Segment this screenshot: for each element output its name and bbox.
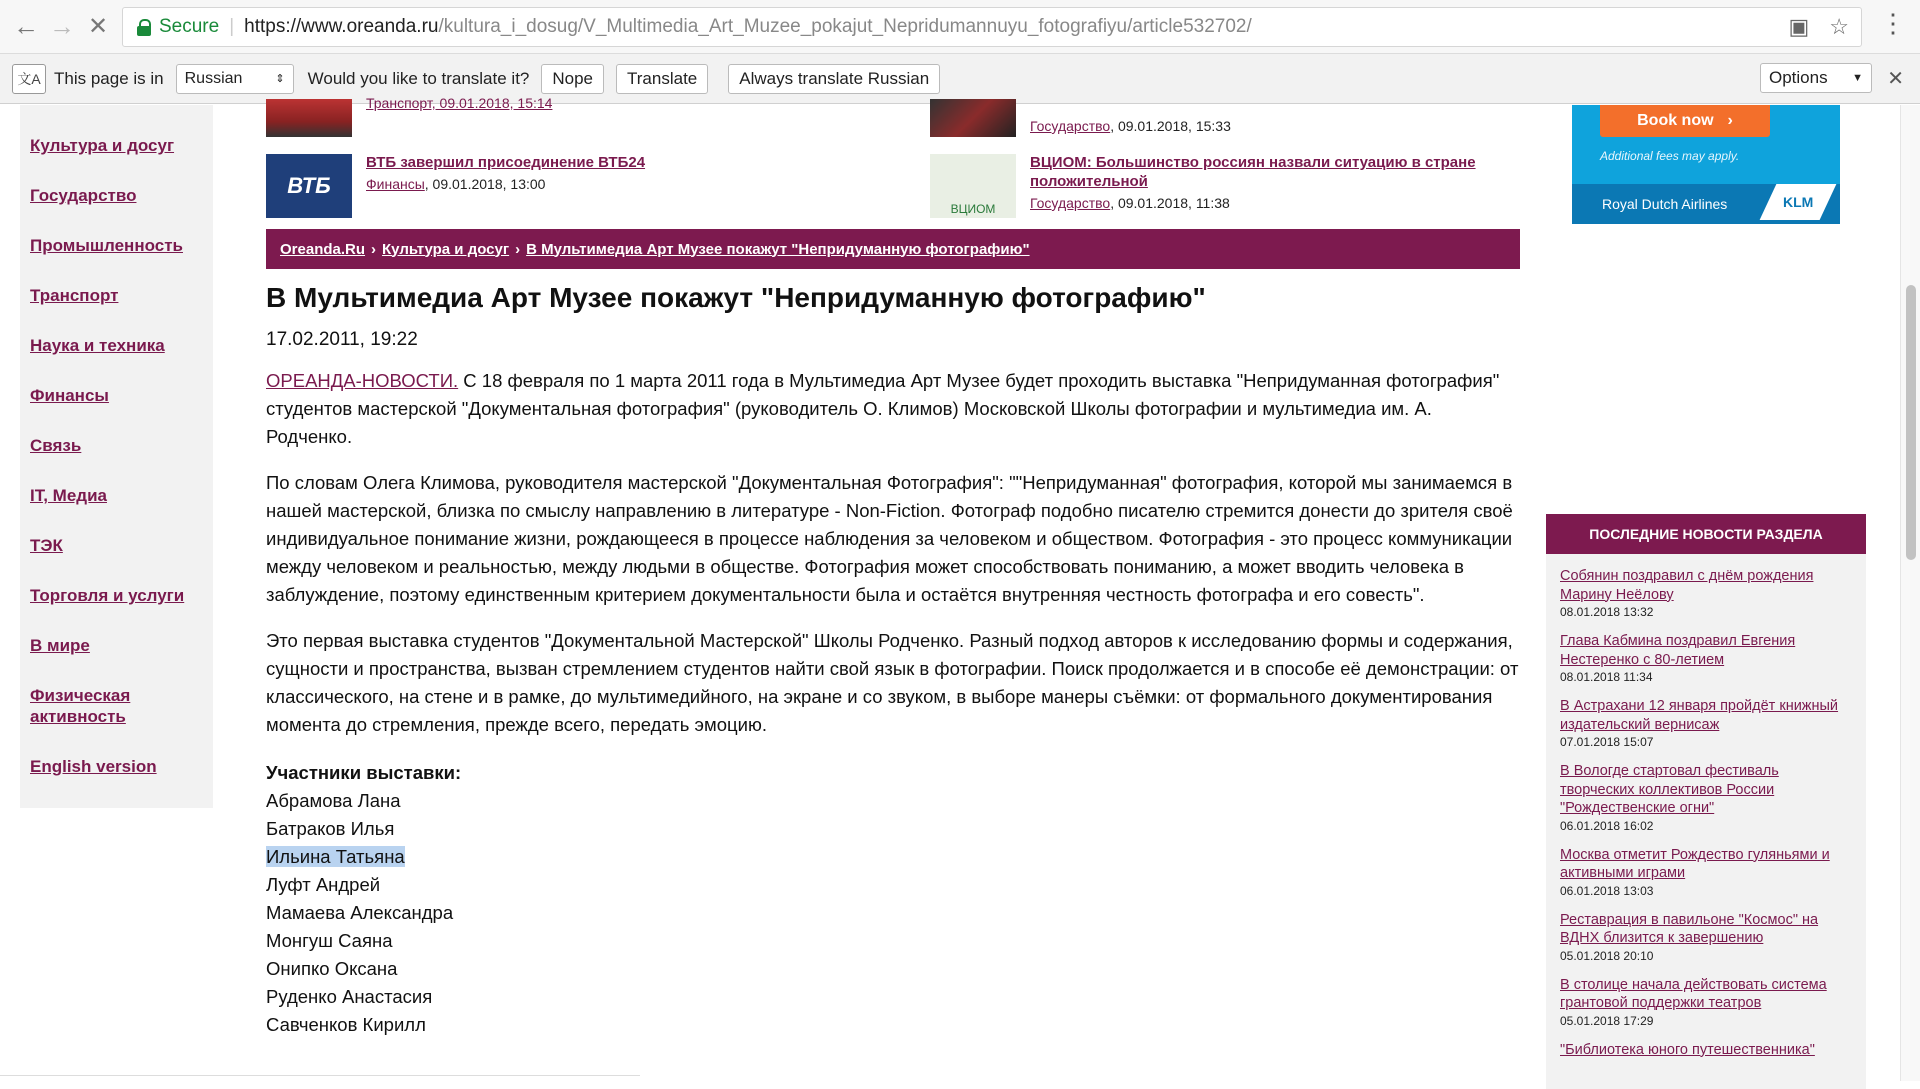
- latest-news-link[interactable]: "Библиотека юного путешественника": [1560, 1041, 1815, 1058]
- selected-text: Ильина Татьяна: [266, 846, 405, 867]
- secure-label: Secure: [159, 16, 220, 37]
- sidebar-item-communication[interactable]: Связь: [30, 436, 82, 455]
- translate-bar: [0, 54, 1920, 104]
- book-now-label: Book now: [1637, 112, 1714, 129]
- news-meta-transport: Транспорт, 09.01.2018, 15:14: [366, 95, 553, 111]
- close-icon[interactable]: ✕: [1887, 68, 1904, 90]
- news-thumb-vciom[interactable]: [930, 154, 1016, 218]
- book-now-button[interactable]: [1600, 105, 1770, 137]
- news-date: , 09.01.2018, 11:38: [1110, 195, 1230, 211]
- news-category-link[interactable]: Государство: [1030, 195, 1111, 211]
- news-title-vciom[interactable]: ВЦИОМ: Большинство россиян назвали ситуацию в стране положительной: [1030, 154, 1476, 190]
- sidebar-item-world[interactable]: В мире: [30, 636, 90, 655]
- participant: Мамаева Александра: [266, 902, 454, 923]
- news-meta-vciom: [1030, 195, 1230, 211]
- translate-page-icon[interactable]: ▣: [1788, 14, 1810, 39]
- sidebar-item-trade[interactable]: Торговля и услуги: [30, 586, 185, 605]
- latest-news-item: [1546, 632, 1866, 684]
- browser-toolbar: [0, 0, 1920, 54]
- bookmark-star-icon[interactable]: ☆: [1829, 14, 1849, 39]
- news-title-vtb[interactable]: ВТБ завершил присоединение ВТБ24: [366, 154, 646, 171]
- latest-news-time: 06.01.2018 13:03: [1560, 883, 1654, 898]
- klm-logo: KLM: [1760, 184, 1837, 220]
- sidebar-item-culture[interactable]: Культура и досуг: [30, 136, 175, 155]
- sidebar-item-english[interactable]: English version: [30, 757, 157, 776]
- news-category-link[interactable]: Государство: [1030, 118, 1111, 134]
- sidebar-item-state[interactable]: Государство: [30, 186, 137, 205]
- latest-news-panel: [1546, 514, 1866, 1089]
- browser-menu-icon[interactable]: ⋮: [1880, 8, 1906, 38]
- breadcrumb: [266, 229, 1520, 269]
- news-thumb-car[interactable]: [266, 99, 352, 137]
- latest-news-header: ПОСЛЕДНИЕ НОВОСТИ РАЗДЕЛА: [1546, 514, 1866, 554]
- latest-news-time: 05.01.2018 20:10: [1560, 948, 1654, 963]
- nope-button[interactable]: Nope: [541, 64, 604, 94]
- latest-news-time: 06.01.2018 16:02: [1560, 818, 1654, 833]
- participant: Онипко Оксана: [266, 958, 398, 979]
- options-dropdown[interactable]: [1760, 63, 1872, 93]
- latest-news-time: 08.01.2018 11:34: [1560, 670, 1653, 684]
- sidebar-item-energy[interactable]: ТЭК: [30, 536, 63, 555]
- always-translate-button[interactable]: Always translate Russian: [728, 64, 940, 94]
- paragraph-text: С 18 февраля по 1 марта 2011 года в Мультимедиа Арт Музее будет проходить выставка "Непридуманная фотография" студентов мастерской "Документальная фотография" (руководитель О. Климов) Московской Школы фотографии и мультимедиа им. А. Родченко.: [266, 370, 1500, 447]
- ad-airline-name: Royal Dutch Airlines: [1602, 196, 1728, 212]
- scrollbar-thumb[interactable]: [1906, 285, 1916, 560]
- latest-news-time: 08.01.2018 13:32: [1560, 605, 1654, 619]
- sidebar-item-it-media[interactable]: IT, Медиа: [30, 486, 107, 505]
- translate-button[interactable]: Translate: [616, 64, 708, 94]
- article: [266, 281, 1520, 1039]
- sidebar-menu: [20, 105, 213, 808]
- language-select[interactable]: [176, 64, 294, 94]
- url-host: https://www.oreanda.ru: [244, 16, 439, 37]
- source-link[interactable]: ОРЕАНДА-НОВОСТИ.: [266, 370, 459, 391]
- latest-news-item: [1546, 1041, 1866, 1060]
- latest-news-item: [1546, 911, 1866, 963]
- breadcrumb-home[interactable]: Oreanda.Ru: [280, 240, 366, 258]
- latest-news-item: [1546, 697, 1866, 749]
- klm-ad-banner[interactable]: [1572, 105, 1840, 224]
- latest-news-item: [1546, 976, 1866, 1028]
- vciom-thumb-text: ВЦИОМ: [950, 202, 996, 216]
- vtb-thumb-text: ВТБ: [287, 173, 331, 198]
- url-path: /kultura_i_dosug/V_Multimedia_Art_Muzee_pokajut_Nepridumannuyu_fotografiyu/article532702/: [438, 16, 1252, 37]
- news-thumb-vtb[interactable]: [266, 154, 352, 218]
- breadcrumb-separator: ›: [371, 240, 377, 258]
- news-date: , 09.01.2018, 15:33: [1110, 118, 1231, 134]
- latest-news-link[interactable]: В Астрахани 12 января пройдёт книжный издательский вернисаж: [1560, 698, 1839, 733]
- participant: Луфт Андрей: [266, 874, 381, 895]
- ad-fees-note: Additional fees may apply.: [1600, 149, 1740, 163]
- latest-news-time: 05.01.2018 17:29: [1560, 1013, 1654, 1028]
- select-arrows-icon: ⇕: [275, 73, 285, 85]
- news-meta-vtb: [366, 176, 545, 192]
- translate-prefix: This page is in: [54, 68, 164, 88]
- address-separator: |: [229, 16, 235, 37]
- participant: Монгуш Саяна: [266, 930, 393, 951]
- breadcrumb-section[interactable]: Культура и досуг: [382, 240, 510, 258]
- translate-question: Would you like to translate it?: [307, 68, 530, 88]
- latest-news-item: [1546, 567, 1866, 619]
- news-date: , 09.01.2018, 13:00: [424, 176, 546, 192]
- participant: Батраков Илья: [266, 818, 395, 839]
- news-thumb-person[interactable]: [930, 99, 1016, 137]
- latest-news-link[interactable]: В Вологде стартовал фестиваль творческих коллективов России "Рождественские огни": [1560, 763, 1779, 816]
- participant: Руденко Анастасия: [266, 986, 433, 1007]
- participant: Абрамова Лана: [266, 790, 401, 811]
- article-paragraph-2: По словам Олега Климова, руководителя мастерской "Документальная Фотография": ""Непридуманная" фотография, которой мы занимаемся в нашей мастерской, близка по смыслу направлению в литературе - Non-Fiction. Фотограф подобно писателю стремится донести до зрителя своё индивидуальное понимание жизни, рождающееся в процессе наблюдения за человеком и обществом. Фотография - это процесс коммуникации между человеком и реальностью, между людьми в обществе. Фотография может способствовать пониманию, а может вводить человека в заблуждение, поэтому единственным критерием документальности была и остаётся внутренняя честность фотографа и его совесть".: [266, 472, 1513, 605]
- article-paragraph-3: Это первая выставка студентов "Документальной Мастерской" Школы Родченко. Разный подход авторов к исследованию формы и содержания, сущности и пространства, вызван стремлением студентов найти свой язык в фотографии. Поиск продолжается и в способе её демонстрации: от классического, на стене и в рамке, до мультимедийного, на экране и со звуком, в выборе манеры съёмки: от формального документирования момента до стремления, прежде всего, передать эмоцию.: [266, 630, 1519, 735]
- sidebar-item-physical[interactable]: Физическая активность: [30, 686, 131, 726]
- breadcrumb-current[interactable]: В Мультимедиа Арт Музее покажут "Непридуманную фотографию": [526, 240, 1030, 258]
- chevron-down-icon: ▼: [1852, 72, 1863, 84]
- back-icon[interactable]: ←: [13, 11, 39, 41]
- latest-news-item: [1546, 846, 1866, 898]
- horizontal-scrollbar[interactable]: [0, 1075, 640, 1081]
- participant-selected: [266, 843, 1520, 871]
- latest-news-link[interactable]: Реставрация в павильоне "Космос" на ВДНХ близится к завершению: [1560, 911, 1819, 946]
- article-date: 17.02.2011, 19:22: [266, 329, 418, 350]
- translate-icon: 文A: [12, 64, 46, 94]
- news-meta-state: [1030, 118, 1231, 134]
- news-category-link[interactable]: Финансы: [366, 176, 425, 192]
- article-title: В Мультимедиа Арт Музее покажут "Непридуманную фотографию": [266, 282, 1206, 313]
- latest-news-link[interactable]: Собянин поздравил с днём рождения Марину Неёлову: [1560, 568, 1814, 603]
- lock-icon: [137, 19, 151, 36]
- article-paragraph-1: [266, 367, 1520, 451]
- latest-news-item: [1546, 762, 1866, 833]
- latest-news-link[interactable]: В столице начала действовать система грантовой поддержки театров: [1560, 976, 1827, 1011]
- latest-news-link[interactable]: Москва отметит Рождество гуляньями и активными играми: [1560, 846, 1830, 881]
- latest-news-time: 07.01.2018 15:07: [1560, 735, 1654, 749]
- options-label: Options: [1769, 68, 1828, 87]
- address-bar[interactable]: [122, 7, 1862, 47]
- page-content: [0, 95, 1920, 1081]
- latest-news-link[interactable]: Глава Кабмина поздравил Евгения Нестеренко с 80-летием: [1560, 633, 1796, 668]
- language-select-value: Russian: [184, 69, 243, 87]
- breadcrumb-separator: ›: [515, 240, 521, 258]
- sidebar-item-transport[interactable]: Транспорт: [30, 286, 119, 305]
- stop-icon[interactable]: ✕: [87, 13, 109, 40]
- participant: Савченков Кирилл: [266, 1014, 426, 1035]
- sidebar-item-industry[interactable]: Промышленность: [30, 236, 183, 255]
- sidebar-item-finance[interactable]: Финансы: [30, 386, 109, 405]
- sidebar-item-science[interactable]: Наука и техника: [30, 336, 165, 355]
- chevron-right-icon: ›: [1727, 112, 1733, 129]
- participants-title: Участники выставки:: [266, 762, 462, 783]
- participants-list: [266, 787, 1520, 1039]
- forward-icon[interactable]: →: [49, 11, 75, 41]
- vertical-scrollbar[interactable]: [1900, 105, 1920, 1081]
- news-strip: [266, 95, 1520, 219]
